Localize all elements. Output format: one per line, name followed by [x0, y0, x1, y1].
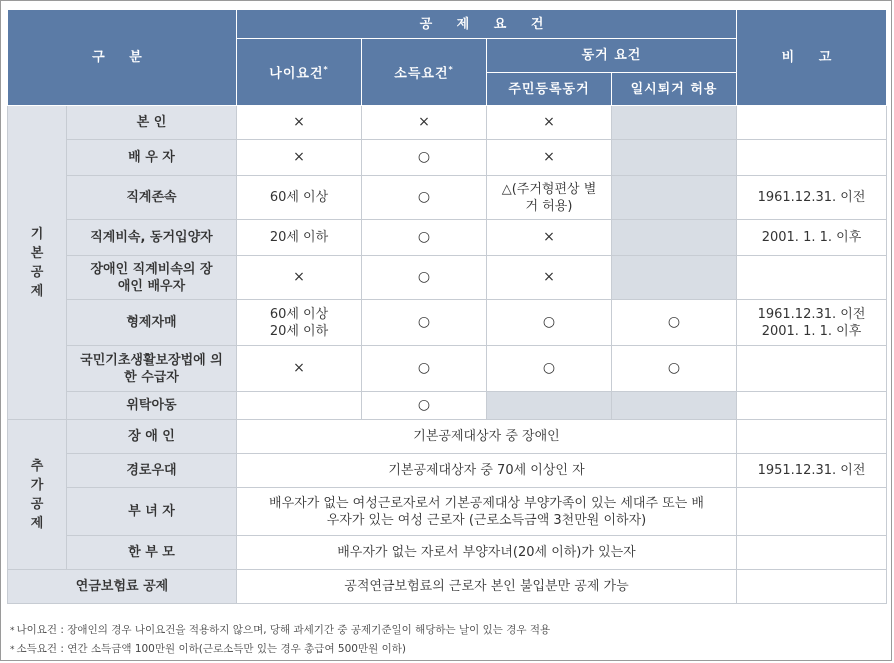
header-resident-cohab: 주민등록동거	[487, 73, 612, 106]
row-label: 국민기초생활보장법에 의한 수급자	[67, 346, 237, 392]
cell-description: 기본공제대상자 중 장애인	[237, 420, 737, 454]
cell-resident: △(주거형편상 별거 허용)	[487, 176, 612, 220]
table-row	[8, 256, 887, 300]
row-label: 배 우 자	[67, 140, 237, 176]
row-label: 장 애 인	[67, 420, 237, 454]
cell-description: 기본공제대상자 중 70세 이상인 자	[237, 454, 737, 488]
cell-temp	[612, 392, 737, 420]
table-row	[8, 536, 887, 570]
cell-resident	[487, 392, 612, 420]
table-row	[8, 220, 887, 256]
cell-temp	[612, 176, 737, 220]
row-label: 경로우대	[67, 454, 237, 488]
header-requirements: 공 제 요 건	[237, 10, 737, 39]
deduction-requirements-table	[7, 9, 887, 604]
cell-age: ×	[237, 256, 362, 300]
table-row	[8, 392, 887, 420]
cell-description: 배우자가 없는 여성근로자로서 기본공제대상 부양가족이 있는 세대주 또는 배우자가 있는 여성 근로자 (근로소득금액 3천만원 이하자)	[237, 488, 737, 536]
row-label: 한 부 모	[67, 536, 237, 570]
row-label: 장애인 직계비속의 장애인 배우자	[67, 256, 237, 300]
cell-remark: 2001. 1. 1. 이후	[737, 220, 887, 256]
cell-description: 공적연금보험료의 근로자 본인 불입분만 공제 가능	[237, 570, 737, 604]
cell-resident: ○	[487, 346, 612, 392]
cell-income: ×	[362, 106, 487, 140]
cell-income: ○	[362, 176, 487, 220]
row-label: 위탁아동	[67, 392, 237, 420]
header-age: 나이요건*	[237, 39, 362, 106]
row-label: 연금보험료 공제	[8, 570, 237, 604]
cell-resident: ×	[487, 106, 612, 140]
cell-age: 60세 이상 20세 이하	[237, 300, 362, 346]
cell-temp	[612, 106, 737, 140]
cell-remark: 1961.12.31. 이전	[737, 176, 887, 220]
cell-remark	[737, 420, 887, 454]
row-label: 직계비속, 동거입양자	[67, 220, 237, 256]
cell-temp	[612, 220, 737, 256]
cell-remark	[737, 392, 887, 420]
cell-resident: ○	[487, 300, 612, 346]
row-label: 직계존속	[67, 176, 237, 220]
cell-income: ○	[362, 300, 487, 346]
table-row	[8, 420, 887, 454]
table-row	[8, 300, 887, 346]
cell-age: 20세 이하	[237, 220, 362, 256]
cell-income: ○	[362, 392, 487, 420]
cell-age: ×	[237, 106, 362, 140]
cell-remark	[737, 256, 887, 300]
cell-income: ○	[362, 220, 487, 256]
table-row	[8, 488, 887, 536]
cell-remark	[737, 570, 887, 604]
header-remarks: 비 고	[737, 10, 887, 106]
cell-remark	[737, 536, 887, 570]
cell-age: ×	[237, 140, 362, 176]
cell-resident: ×	[487, 220, 612, 256]
group-additional-label: 추가공제	[8, 420, 67, 570]
row-label: 부 녀 자	[67, 488, 237, 536]
cell-remark	[737, 488, 887, 536]
cell-description: 배우자가 없는 자로서 부양자녀(20세 이하)가 있는자	[237, 536, 737, 570]
cell-temp	[612, 256, 737, 300]
cell-resident: ×	[487, 256, 612, 300]
cell-income: ○	[362, 140, 487, 176]
cell-remark	[737, 106, 887, 140]
cell-temp	[612, 140, 737, 176]
header-income: 소득요건*	[362, 39, 487, 106]
table-row	[8, 140, 887, 176]
cell-temp: ○	[612, 346, 737, 392]
cell-temp: ○	[612, 300, 737, 346]
cell-resident: ×	[487, 140, 612, 176]
cell-remark: 1951.12.31. 이전	[737, 454, 887, 488]
group-basic-label: 기본공제	[8, 106, 67, 420]
header-category: 구 분	[8, 10, 237, 106]
cell-age	[237, 392, 362, 420]
row-label: 본 인	[67, 106, 237, 140]
table-row	[8, 346, 887, 392]
footnote-income: * 소득요건 : 연간 소득금액 100만원 이하(근로소득만 있는 경우 총급여 500만원 이하)	[10, 643, 406, 655]
table-row	[8, 106, 887, 140]
header-temp-leave: 일시퇴거 허용	[612, 73, 737, 106]
table-row	[8, 454, 887, 488]
cell-remark	[737, 140, 887, 176]
cell-income: ○	[362, 256, 487, 300]
cell-age: ×	[237, 346, 362, 392]
cell-age: 60세 이상	[237, 176, 362, 220]
cell-income: ○	[362, 346, 487, 392]
table-row	[8, 570, 887, 604]
cell-remark	[737, 346, 887, 392]
header-cohab: 동거 요건	[487, 39, 737, 73]
cell-remark: 1961.12.31. 이전 2001. 1. 1. 이후	[737, 300, 887, 346]
table-row	[8, 176, 887, 220]
footnote-age: * 나이요건 : 장애인의 경우 나이요건을 적용하지 않으며, 당해 과세기간 중 공제기준일이 해당하는 날이 있는 경우 적용	[10, 624, 551, 636]
row-label: 형제자매	[67, 300, 237, 346]
